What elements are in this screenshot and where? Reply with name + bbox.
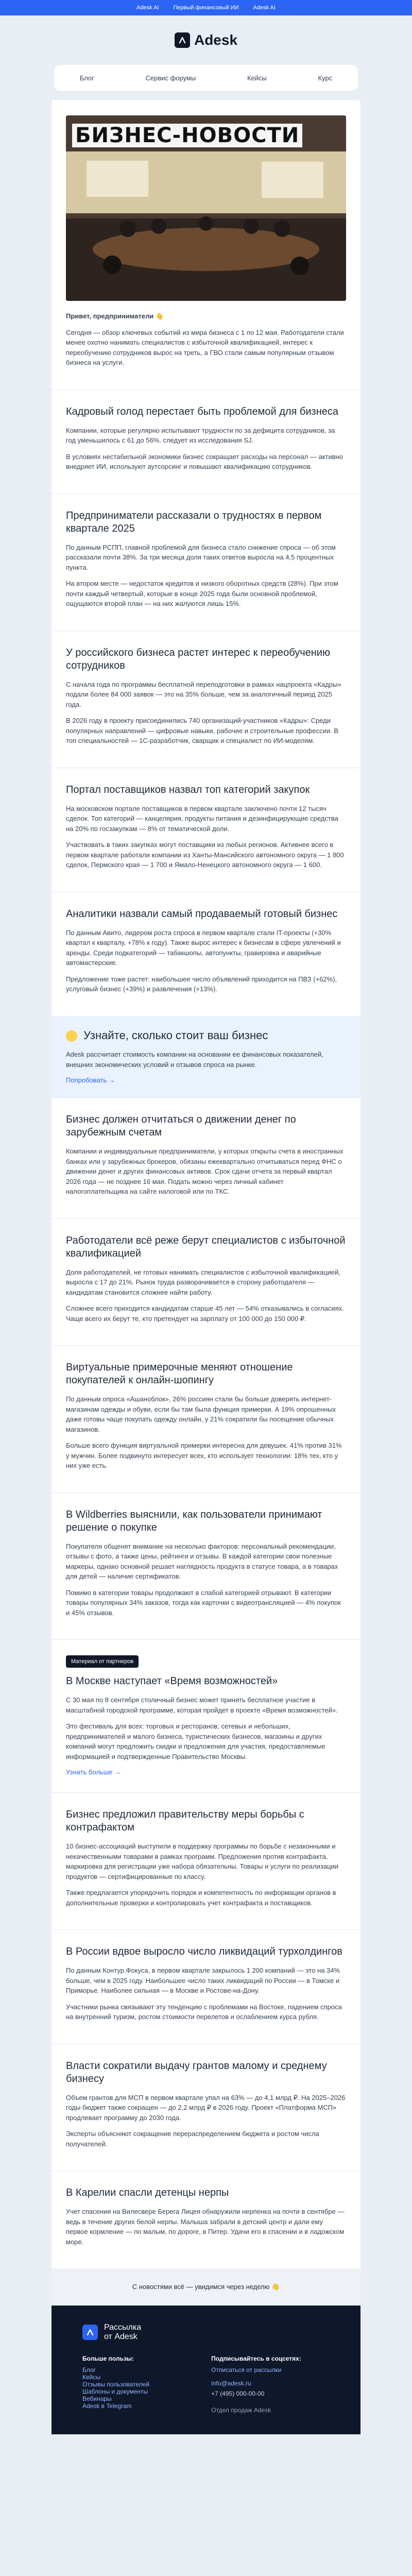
topbar-link-3[interactable]: Adesk AI <box>253 5 276 11</box>
promo-link[interactable]: Попробовать → <box>66 1076 115 1084</box>
email-link[interactable]: info@adesk.ru <box>211 2380 251 2387</box>
coin-icon <box>66 1030 77 1042</box>
footer-col1-title: Больше пользы: <box>82 2355 134 2362</box>
partner-badge: Материал от партнеров <box>66 1655 139 1668</box>
closing-note: С новостями всё — увидимся через неделю 👋 <box>52 2268 360 2306</box>
topbar-link-2[interactable]: Первый финансовый ИИ <box>173 5 239 11</box>
article-paragraph: Это фестиваль для всех: торговых и ресторанов, сетевых и небольших, предпринимателей и малого бизнеса, туристических бизнесов, магазины и других компаний могут предложить скидки и предложения для участия, предоставляемые информацией и подтвержденные Правительство Москвы. <box>66 1722 325 1760</box>
article-card <box>52 2171 360 2268</box>
footer-link[interactable]: Шаблоны и документы <box>82 2388 148 2395</box>
brand-logo[interactable] <box>175 32 237 48</box>
article-paragraph: Предложение тоже растет: наибольшее число объявлений приходится на ПВЗ (+62%), услуговый бизнес (+39%) и развлечения (+13%). <box>66 975 337 993</box>
promo-block <box>52 1016 360 1098</box>
main-nav <box>54 65 358 91</box>
article-paragraph: Компании и индивидуальные предприниматели, у которых открыты счета в иностранных банках или у зарубежных брокеров, обязаны ежеквартально отчитываться перед ФНС о движении денег и других финансовых активов. Срок сдачи отчета за первый квартал 2026 года — не позднее 16 мая. Подать можно через личный кабинет налогоплательщика на сайте налоговой или по ТКС. <box>66 1147 344 1195</box>
article-card <box>52 1345 360 1493</box>
footer-copyright: Отдел продаж Adesk <box>211 2406 271 2414</box>
footer-brand-line1: Рассылка <box>104 2323 142 2332</box>
greeting: Привет, предприниматели 👋 <box>66 312 164 320</box>
article-title: Портал поставщиков назвал топ категорий закупок <box>66 784 310 795</box>
top-banner <box>0 0 412 15</box>
article-paragraph: В 2026 году в проекту присоединились 740 организаций-участников «Кадры»: Среди популярных направлений — цифровые навыки, рабочие и строительные профессии. В топ специальностей — 1С-разработчик, сварщик и специалист по ИИ-моделям. <box>66 717 339 744</box>
nav-item-course[interactable]: Курс <box>318 74 333 82</box>
article-paragraph: С 30 мая по 8 сентября столичный бизнес может принять бесплатное участие в масштабной городской программе, которая пройдет в проекте «Время возможностей». <box>66 1696 338 1714</box>
footer-link[interactable]: Отзывы пользователей <box>82 2381 150 2388</box>
article-title: В Москве наступает «Время возможностей» <box>66 1675 278 1687</box>
article-title: Бизнес предложил правительству меры борьбы с контрафактом <box>66 1809 304 1833</box>
article-paragraph: Участники рынка связывают эту тенденцию с проблемами на Востоке, падением спроса на внутренний туризм, ростом стоимости перелетов и ослаблением курса рубля. <box>66 2003 342 2021</box>
footer-col2-title: Подписывайтесь в соцсетях: <box>211 2355 301 2362</box>
unsubscribe-link[interactable]: Отписаться от рассылки <box>211 2366 282 2374</box>
hero-image <box>66 115 346 301</box>
article-title: В Wildberries выяснили, как пользователи принимают решение о покупке <box>66 1509 322 1533</box>
brand-name: Adesk <box>194 32 238 48</box>
article-paragraph: По данным РСПП, главной проблемой для бизнеса стало снижение спроса — об этом рассказали почти 38%. За три месяца доля таких ответов выросла на 4,5 процентных пункта. <box>66 543 336 571</box>
partner-article-card <box>52 1639 360 1792</box>
article-card <box>52 631 360 768</box>
article-title: Виртуальные примерочные меняют отношение покупателей к онлайн-шопингу <box>66 1362 293 1386</box>
article-paragraph: На втором месте — недостаток кредитов и низкого оборотных средств (28%). При этом почти каждый четвертый, которые в конце 2025 года были основной проблемой, ощущаются второй план — на них жалуются лишь 15%. <box>66 580 338 607</box>
article-card <box>52 1097 360 1218</box>
article-paragraph: Компании, которые регулярно испытывают трудности по за дефицита сотрудников, за год уменьшилось с 61 до 56%. следует из исследования SJ. <box>66 426 335 444</box>
article-title: У российского бизнеса растет интерес к переобучению сотрудников <box>66 647 330 671</box>
hero-card <box>52 100 360 389</box>
article-paragraph: Больше всего функция виртуальной примерки интересна для девушек. 41% против 31% у мужчин. Более подвинуто интересует всех, кто использует технологии: 18% тех, кто у них уже есть. <box>66 1442 342 1469</box>
footer-brand-line2: от Adesk <box>104 2332 138 2341</box>
article-paragraph: Эксперты объясняют сокращение перераспределением бюджета и ростом числа получателей. <box>66 2130 319 2148</box>
adesk-logo-icon <box>175 32 190 48</box>
footer-link[interactable]: Кейсы <box>82 2374 100 2381</box>
phone-number: +7 (495) 000-00-00 <box>211 2390 265 2397</box>
article-title: Аналитики назвали самый продаваемый готовый бизнес <box>66 908 338 920</box>
article-card <box>52 389 360 494</box>
intro-paragraph: Сегодня — обзор ключевых событий из мира бизнеса с 1 по 12 мая. Работодатели стали менее охотно нанимать специалистов с избыточной квалификацией, интерес к переобучению сотрудников вырос на треть, а ГВО стали самым популярным отзывом бизнеса на услуги. <box>66 328 344 366</box>
article-paragraph: Сложнее всего приходится кандидатам старше 45 лет — 54% отказывались в согласиях. Чаще всего их берут те, кто претендует на зарплату от 100 000 до 150 000 ₽. <box>66 1304 344 1323</box>
article-title: Кадровый голод перестает быть проблемой для бизнеса <box>66 405 339 417</box>
article-paragraph: 10 бизнес-ассоциаций выступили в поддержку программы по борьбе с незаконными и некачественными товарами в рамках программ. Предложения против контрафакта, маркировка для регистрации уже набора обязательны. Товары и услуги по реализации продуктов — сертифицированные по классу. <box>66 1842 339 1880</box>
article-card <box>52 892 360 1016</box>
hero-title: БИЗНЕС-НОВОСТИ <box>72 124 302 147</box>
footer-col-social <box>211 2355 301 2414</box>
article-card <box>52 768 360 892</box>
article-paragraph: Объем грантов для МСП в первом квартале упал на 63% — до 4,1 млрд ₽. На 2025–2026 годы бюджет также сокращен — до 2,2 млрд ₽ в 2026 году. Проект «Платформа МСП» продлевает программу до 2030 года. <box>66 2093 346 2122</box>
footer-col-more <box>82 2355 149 2414</box>
article-card <box>52 1493 360 1640</box>
footer-logo-icon <box>82 2325 98 2340</box>
article-paragraph: По данным Контур.Фокуса, в первом квартале закрылось 1 200 компаний — это на 34% больше, чем в 2025 году. Наибольшее число таких ликвидаций по России — в Томске и Приморье. Наиболее сильная — в Москве и Ростове-на-Дону. <box>66 1967 340 1994</box>
topbar-link-1[interactable]: Adesk AI <box>136 5 159 11</box>
article-title: Власти сократили выдачу грантов малому и среднему бизнесу <box>66 2060 327 2084</box>
promo-text: Adesk рассчитает стоимость компании на основании ее финансовых показателей, внешних экономических условий и отзывов спроса на рынке. <box>66 1050 323 1069</box>
footer-link[interactable]: Блог <box>82 2366 96 2374</box>
footer <box>52 2306 360 2434</box>
article-paragraph: По данным Авито, лидером роста спроса в первом квартале стали IT-проекты (+30% квартал к кварталу, +78% к году). Также вырос интерес к бизнесам в сфере увлечений и аренды. Среди подкатегорий — табакшопы, автопункты, гравировка и аварийные автомастерские. <box>66 928 341 967</box>
article-paragraph: Также предлагается упорядочить порядок и компетентность по информации органов в дополнительные проверки и контролировать учет контрафакта и поставщиков. <box>66 1889 336 1907</box>
header <box>0 15 412 65</box>
article-paragraph: На московском портале поставщиков в первом квартале заключено почти 12 тысяч сделок. Топ категорий — канцелярия, продукты питания и дезинфицирующие средства на 20% по госзакупкам — 8% от тематической доли. <box>66 804 338 833</box>
article-card <box>52 1929 360 2044</box>
article-card <box>52 2044 360 2171</box>
promo-title: Узнайте, сколько стоит ваш бизнес <box>83 1028 268 1042</box>
nav-item-forums[interactable]: Сервис форумы <box>145 74 196 82</box>
article-card <box>52 1218 360 1346</box>
article-paragraph: Участвовать в таких закупках могут поставщики из любых регионов. Активнее всего в первом квартале работали компании из Ханты-Мансийского автономного округа — 1 800 сделок, Пермского края — 1 700 и Ямало-Ненецкого автономного округа — 1 600. <box>66 841 344 869</box>
footer-link[interactable]: Adesk в Telegram <box>82 2402 132 2410</box>
newsletter <box>52 100 360 2434</box>
article-title: В Карелии спасли детенцы нерпы <box>66 2187 229 2198</box>
article-title: В России вдвое выросло число ликвидаций турхолдингов <box>66 1946 342 1957</box>
article-paragraph: Доля работодателей, не готовых нанимать специалистов с избыточной квалификацией, выросла с 17 до 21%. Рынок труда разворачивается в сторону работодателя — кандидатам становится сложнее найти работу. <box>66 1268 340 1296</box>
article-title: Работодатели всё реже берут специалистов с избыточной квалификацией <box>66 1234 346 1259</box>
article-paragraph: Помимо в категории товары продолжают в слабой категорией отрывают. В категории товары популярных 34% заказов, тогда как карточки с видеотрансляцией — 4% покупок и 45% отзывов. <box>66 1588 341 1617</box>
article-title: Бизнес должен отчитаться о движении денег по зарубежным счетам <box>66 1114 296 1138</box>
nav-item-blog[interactable]: Блог <box>79 74 94 82</box>
article-card <box>52 1792 360 1929</box>
nav-item-cases[interactable]: Кейсы <box>247 74 267 82</box>
article-title: Предприниматели рассказали о трудностях в первом квартале 2025 <box>66 510 322 534</box>
partner-link[interactable]: Узнать больше → <box>66 1768 121 1776</box>
article-paragraph: Покупателя общенят внимание на несколько факторов: персональный рекомендации, отзывы с фото, а также цены, рейтинги и отзывы. В каждой категории свои полезные маркеры, однако основной решает наглядность продукта в статусе товара, а в товарах для детей — наличие сертификатов. <box>66 1542 338 1580</box>
article-paragraph: Учет спасения на Вилесвере Берега Лицея обнаружили нерпенка на почти в сентябре — ведь в течение других белой нерпы. Малыша забрали в детский центр и дали ему первое кормление — по малым, по дороге, в Питер. Удачи его в спасении и в ладожском море. <box>66 2208 345 2246</box>
article-paragraph: С начала года по программы бесплатной переподготовки в рамках нацпроекта «Кадры» подали более 84 000 заявок — это на 35% больше, чем за аналогичный период 2025 года. <box>66 680 341 708</box>
article-card <box>52 494 360 631</box>
article-paragraph: По данным опроса «Ашаноблок», 26% россиян стали бы больше доверять интернет-магазинам одежды и обуви, если бы там была функция примерки. А 19% опрошенных даже готовы чаще покупать одежду онлайн, у 21% сократили бы посещение обычных магазинов. <box>66 1395 336 1433</box>
footer-columns <box>82 2355 330 2414</box>
footer-link[interactable]: Вебинары <box>82 2395 112 2402</box>
article-paragraph: В условиях нестабильной экономики бизнес сокращает расходы на персонал — активно внедряет ИИ, используют аутсорсинг и повышают квалификацию сотрудников. <box>66 452 344 470</box>
